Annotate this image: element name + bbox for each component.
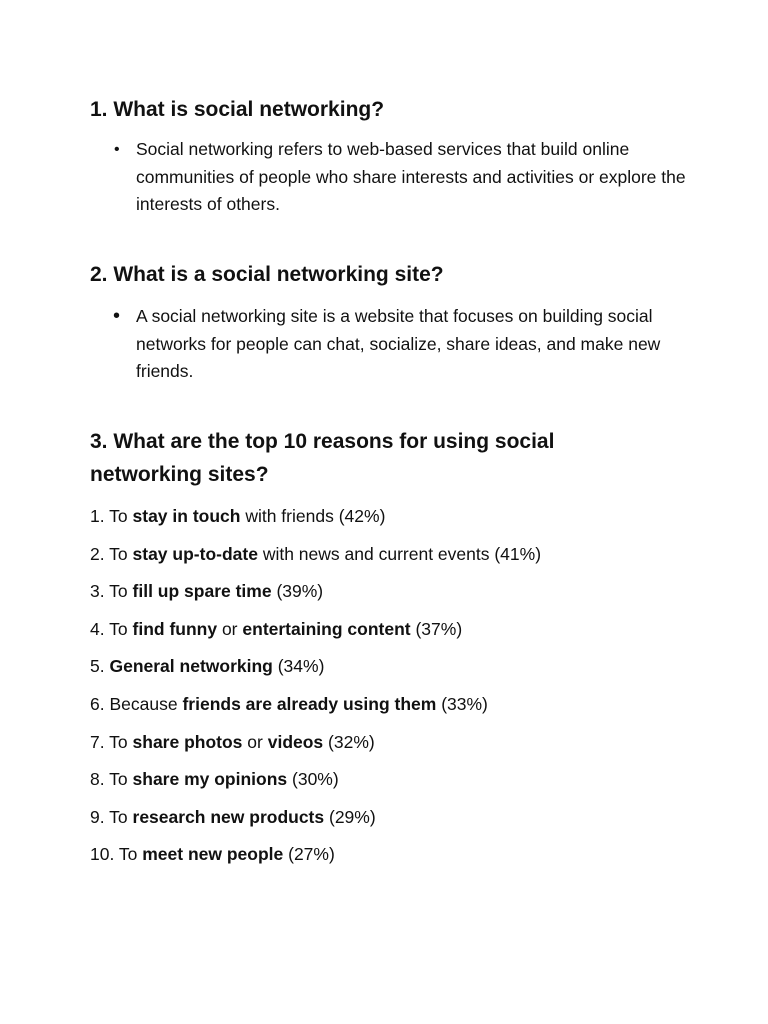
- reason-bold-2: entertaining content: [242, 618, 411, 639]
- reason-text: or: [221, 618, 238, 639]
- reason-number: 6.: [90, 693, 105, 714]
- reason-prefix: To: [109, 806, 128, 827]
- reason-bold: fill up spare time: [132, 581, 272, 602]
- reason-percent: (34%): [277, 656, 325, 677]
- reason-number: 10.: [90, 844, 115, 865]
- list-item: [90, 575, 541, 613]
- reason-bold: research new products: [132, 806, 325, 827]
- reason-percent: (30%): [292, 769, 339, 790]
- reason-percent: (27%): [288, 844, 335, 865]
- list-item: [90, 613, 541, 651]
- reason-percent: (29%): [329, 806, 376, 827]
- reason-number: 1.: [90, 506, 105, 526]
- section-2-bullet-text: A social networking site is a website that focuses on building social networks for people can chat, socialize, share ideas, and make new friends.: [136, 306, 661, 381]
- section-2-heading: 2. What is a social networking site?: [90, 263, 444, 286]
- reason-bold: friends are already using them: [182, 693, 437, 714]
- reason-bold: stay in touch: [132, 506, 241, 526]
- reason-number: 7.: [90, 731, 105, 752]
- list-item: [90, 801, 541, 839]
- reason-prefix: Because: [109, 693, 178, 714]
- reason-prefix: To: [109, 731, 128, 752]
- reason-percent: (42%): [338, 506, 386, 526]
- list-item: [90, 538, 541, 576]
- bullet-icon: •: [113, 305, 121, 327]
- list-item: [90, 688, 541, 726]
- reason-number: 2.: [90, 543, 105, 564]
- section-2-bullet-item: [113, 303, 696, 386]
- reason-prefix: To: [109, 506, 128, 526]
- reason-percent: (37%): [415, 618, 463, 639]
- reason-percent: (33%): [441, 693, 488, 714]
- reason-bold: stay up-to-date: [132, 543, 258, 564]
- reason-prefix: To: [109, 769, 128, 790]
- section-1-bullet-text: Social networking refers to web-based services that build online communities of people who share interests and activities or explore the interests of others.: [136, 139, 686, 214]
- reason-prefix: To: [109, 543, 128, 564]
- reason-bold: share photos: [132, 731, 243, 752]
- reason-prefix: To: [109, 618, 128, 639]
- reason-bold: General networking: [109, 656, 273, 677]
- list-item: [90, 838, 541, 876]
- section-3-heading: 3. What are the top 10 reasons for using social networking sites?: [90, 430, 555, 486]
- reason-bold-2: videos: [267, 731, 324, 752]
- reasons-list: [90, 500, 541, 876]
- reason-prefix: To: [109, 581, 128, 602]
- reason-bold: meet new people: [142, 844, 284, 865]
- section-1-heading: 1. What is social networking?: [90, 98, 385, 121]
- list-item: [90, 650, 541, 688]
- reason-percent: (41%): [494, 543, 542, 564]
- list-item: [90, 726, 541, 764]
- reason-number: 4.: [90, 618, 105, 639]
- reason-percent: (32%): [328, 731, 375, 752]
- reason-bold: share my opinions: [132, 769, 288, 790]
- reason-text: or: [247, 731, 263, 752]
- reason-number: 5.: [90, 656, 105, 677]
- reason-percent: (39%): [276, 581, 324, 602]
- list-item: [90, 763, 541, 801]
- bullet-icon: •: [114, 141, 120, 158]
- reason-text: with news and current events: [262, 543, 490, 564]
- reason-number: 9.: [90, 806, 105, 827]
- reason-number: 3.: [90, 581, 105, 602]
- reason-number: 8.: [90, 769, 105, 790]
- list-item: [90, 500, 541, 538]
- reason-text: with friends: [245, 506, 334, 526]
- section-1-bullet-item: [114, 136, 696, 219]
- reason-bold: find funny: [132, 618, 218, 639]
- reason-prefix: To: [118, 844, 138, 865]
